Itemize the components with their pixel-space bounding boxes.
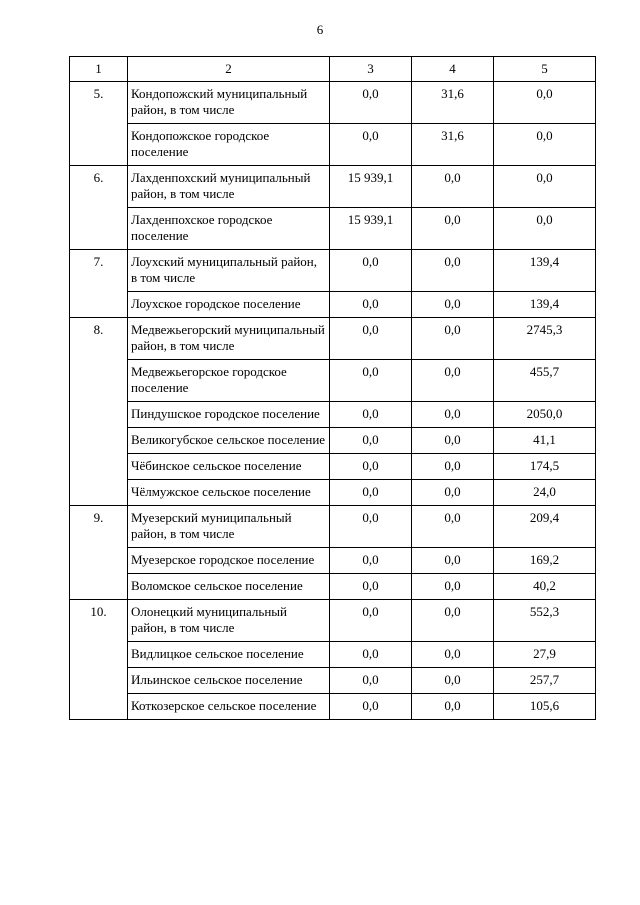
value-c4: 0,0 [412, 250, 494, 292]
value-c5: 552,3 [494, 600, 596, 642]
header-col-2: 2 [128, 57, 330, 82]
value-c3: 0,0 [330, 694, 412, 720]
table-row [70, 428, 596, 454]
value-c5: 41,1 [494, 428, 596, 454]
value-c4: 0,0 [412, 318, 494, 360]
value-c5: 0,0 [494, 82, 596, 124]
value-c4: 31,6 [412, 124, 494, 166]
value-c5: 139,4 [494, 250, 596, 292]
value-c4: 0,0 [412, 600, 494, 642]
value-c4: 0,0 [412, 360, 494, 402]
value-c5: 0,0 [494, 166, 596, 208]
value-c3: 0,0 [330, 318, 412, 360]
table-row [70, 506, 596, 548]
table-row [70, 480, 596, 506]
value-c3: 0,0 [330, 642, 412, 668]
row-number: 9. [70, 506, 128, 600]
value-c4: 0,0 [412, 454, 494, 480]
municipality-name: Видлицкое сельское поселение [128, 642, 330, 668]
table-row [70, 694, 596, 720]
table-row [70, 454, 596, 480]
value-c4: 0,0 [412, 574, 494, 600]
municipality-name: Лоухский муниципальный район, в том числе [128, 250, 330, 292]
value-c3: 0,0 [330, 402, 412, 428]
value-c4: 0,0 [412, 402, 494, 428]
municipality-name: Медвежьегорское городское поселение [128, 360, 330, 402]
municipality-name: Олонецкий муниципальный район, в том числе [128, 600, 330, 642]
value-c3: 0,0 [330, 548, 412, 574]
municipality-name: Кондопожский муниципальный район, в том числе [128, 82, 330, 124]
value-c4: 0,0 [412, 292, 494, 318]
row-number: 5. [70, 82, 128, 166]
value-c3: 0,0 [330, 506, 412, 548]
value-c4: 0,0 [412, 642, 494, 668]
header-col-4: 4 [412, 57, 494, 82]
value-c3: 0,0 [330, 250, 412, 292]
value-c5: 0,0 [494, 124, 596, 166]
table-header [70, 57, 596, 82]
value-c5: 2050,0 [494, 402, 596, 428]
value-c4: 0,0 [412, 694, 494, 720]
value-c3: 0,0 [330, 360, 412, 402]
value-c5: 0,0 [494, 208, 596, 250]
value-c4: 0,0 [412, 428, 494, 454]
table-row [70, 318, 596, 360]
value-c3: 0,0 [330, 574, 412, 600]
value-c5: 105,6 [494, 694, 596, 720]
value-c5: 24,0 [494, 480, 596, 506]
table-row [70, 548, 596, 574]
table-row [70, 574, 596, 600]
value-c3: 0,0 [330, 454, 412, 480]
value-c3: 15 939,1 [330, 166, 412, 208]
value-c3: 0,0 [330, 480, 412, 506]
table-row [70, 642, 596, 668]
value-c4: 0,0 [412, 506, 494, 548]
municipality-name: Чёбинское сельское поселение [128, 454, 330, 480]
value-c5: 40,2 [494, 574, 596, 600]
municipality-name: Чёлмужское сельское поселение [128, 480, 330, 506]
municipality-name: Коткозерское сельское поселение [128, 694, 330, 720]
row-number: 7. [70, 250, 128, 318]
value-c5: 174,5 [494, 454, 596, 480]
municipality-name: Лахденпохский муниципальный район, в том числе [128, 166, 330, 208]
row-number: 6. [70, 166, 128, 250]
municipality-name: Ильинское сельское поселение [128, 668, 330, 694]
municipality-name: Муезерское городское поселение [128, 548, 330, 574]
header-col-3: 3 [330, 57, 412, 82]
value-c3: 0,0 [330, 292, 412, 318]
municipality-name: Пиндушское городское поселение [128, 402, 330, 428]
table-row [70, 668, 596, 694]
table-body [70, 82, 596, 720]
value-c5: 169,2 [494, 548, 596, 574]
value-c4: 0,0 [412, 166, 494, 208]
value-c4: 0,0 [412, 208, 494, 250]
municipality-name: Медвежьегорский муниципальный район, в том числе [128, 318, 330, 360]
page-number: 6 [316, 22, 324, 37]
allocation-table [69, 56, 596, 720]
municipality-name: Воломское сельское поселение [128, 574, 330, 600]
table-row [70, 292, 596, 318]
table-row [70, 124, 596, 166]
municipality-name: Кондопожское городское поселение [128, 124, 330, 166]
value-c3: 0,0 [330, 124, 412, 166]
header-col-1: 1 [70, 57, 128, 82]
value-c4: 0,0 [412, 480, 494, 506]
value-c3: 0,0 [330, 82, 412, 124]
table-row [70, 402, 596, 428]
value-c3: 15 939,1 [330, 208, 412, 250]
table-row [70, 250, 596, 292]
value-c4: 0,0 [412, 668, 494, 694]
value-c5: 27,9 [494, 642, 596, 668]
table-row [70, 166, 596, 208]
row-number: 10. [70, 600, 128, 720]
municipality-name: Великогубское сельское поселение [128, 428, 330, 454]
row-number: 8. [70, 318, 128, 506]
table-row [70, 600, 596, 642]
header-row [70, 57, 596, 82]
value-c4: 0,0 [412, 548, 494, 574]
value-c3: 0,0 [330, 600, 412, 642]
value-c5: 2745,3 [494, 318, 596, 360]
value-c4: 31,6 [412, 82, 494, 124]
value-c5: 257,7 [494, 668, 596, 694]
municipality-name: Лоухское городское поселение [128, 292, 330, 318]
table-row [70, 208, 596, 250]
value-c5: 139,4 [494, 292, 596, 318]
table-row [70, 82, 596, 124]
municipality-name: Муезерский муниципальный район, в том числе [128, 506, 330, 548]
value-c3: 0,0 [330, 428, 412, 454]
municipality-name: Лахденпохское городское поселение [128, 208, 330, 250]
value-c5: 209,4 [494, 506, 596, 548]
table-row [70, 360, 596, 402]
value-c3: 0,0 [330, 668, 412, 694]
header-col-5: 5 [494, 57, 596, 82]
value-c5: 455,7 [494, 360, 596, 402]
